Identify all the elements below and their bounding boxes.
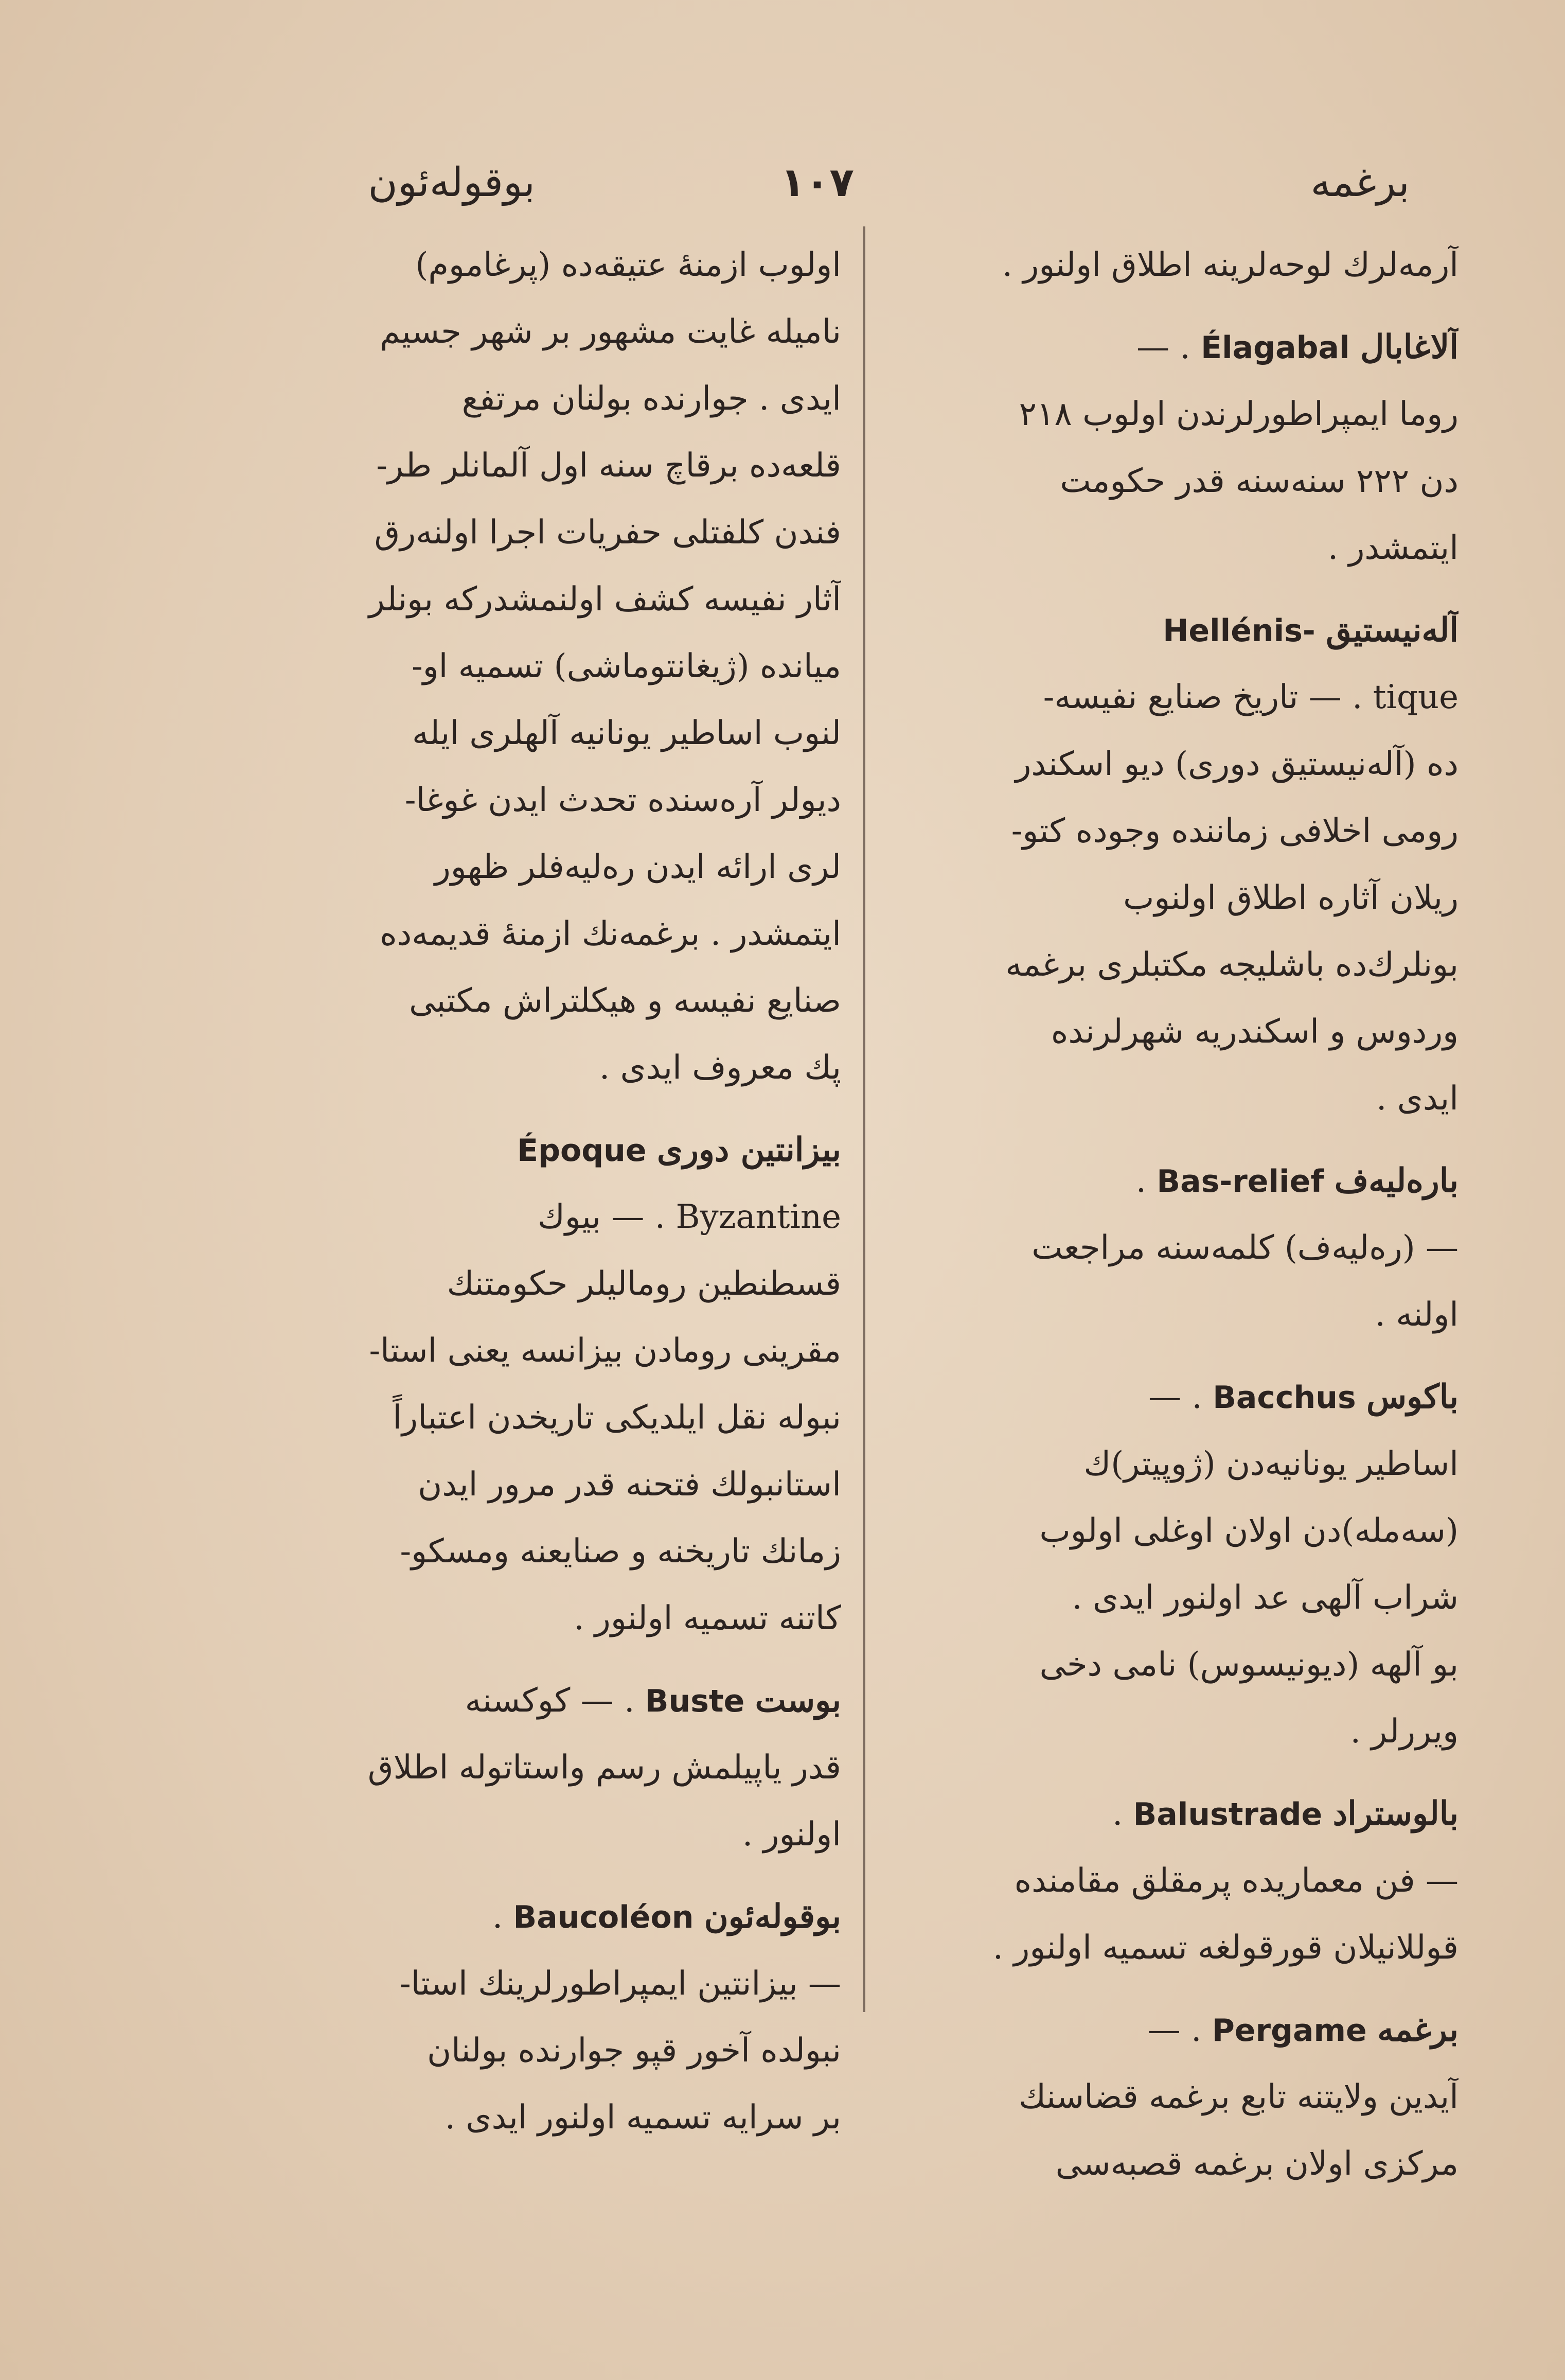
entry-text-line: قوللانيلان قورقولغه تسميه اولنور . [992,1929,1459,1967]
headword-french: Hellénis- [1163,613,1315,649]
entry-headline [890,1997,1459,2064]
entry-text-line: پك معروف ايدی . [599,1049,841,1087]
entry-spacing [890,298,1459,314]
entry-text-line: لری ارائه ايدن ره‌ليه‌فلر ظهور [434,848,841,886]
entry-text-line: آيدين ولايتنه تابع برغمه قضاسنك [1019,2078,1459,2116]
entry-text-line: مركزی اولان برغمه قصبه‌سی [1055,2145,1459,2183]
entry-headline [890,1364,1459,1431]
left-column [273,232,841,2137]
entry-headline [273,1117,841,1184]
headword-french: Baucoléon [513,1899,694,1935]
entry-text-line: — فن معماريده پرمقلق مقامنده [1014,1862,1459,1900]
entry-text-line: اولنور . [742,1815,841,1854]
page-header [329,149,1430,226]
entry-text-line: بو آلهه (ديونيسوس) نامی دخی [1039,1646,1459,1684]
right-column [890,232,1459,2183]
entry-text-line: قدر ياپيلمش رسم واستاتوله اطلاق [367,1749,841,1787]
entry-text-line: صنايع نفيسه و هيكلتراش مكتبی [409,982,841,1020]
headword-french: Élagabal [1201,330,1350,366]
entry-headline [890,314,1459,381]
headword-french: Bas-relief [1157,1163,1324,1200]
entry-text-line: Byzantine . — بيوك [538,1198,841,1236]
entry-text-line: ايدی . [1376,1080,1459,1118]
entry-text-line: قسطنطين روماليلر حكومتنك [447,1265,841,1303]
headword-ottoman: آله‌نيستيق [1326,611,1459,649]
entry-text-line: كاتنه تسميه اولنور . [574,1599,841,1637]
headword-separator: . — [1136,328,1190,366]
entry-text-line: ايتمشدر . [1327,529,1459,567]
headword-separator: . — كوكسنه [465,1682,635,1720]
entry-text-line: ده (آله‌نيستيق دوری) ديو اسكندر [1015,745,1459,783]
dictionary-entry [890,1364,1459,1765]
headword-ottoman: باره‌ليه‌ف [1334,1161,1459,1200]
headword-separator: . [1135,1162,1147,1200]
entry-spacing [273,1868,841,1883]
entry-text-line: آرمه‌لرك لوحه‌لرینه اطلاق اولنور . [1002,246,1459,284]
headword-ottoman: بوست [755,1681,841,1720]
entry-text-line: قلعه‌ده برقاچ سنه اول آلمانلر طر- [376,447,841,485]
entry-text-line: — بيزانتين ايمپراطورلرينك استا- [399,1965,841,2003]
headword-french: Buste [645,1683,745,1719]
dictionary-entry [890,1997,1459,2197]
entry-spacing [273,1101,841,1117]
column-divider [863,226,865,2012]
headword-ottoman: بوقوله‌ئون [704,1897,841,1936]
entry-text-line: ناميله غايت مشهور بر شهر جسيم [380,313,841,351]
entry-text-line: ريلان آثاره اطلاق اولنوب [1123,879,1459,917]
headword-french: Pergame [1212,2013,1367,2049]
headword-ottoman: بيزانتين دوری [656,1131,841,1169]
entry-headline [890,1148,1459,1214]
entry-text-line: روما ايمپراطورلرندن اولوب ٢١٨ [1019,395,1459,433]
entry-text-line: استانبولك فتحنه قدر مرور ايدن [418,1466,841,1504]
entry-text-line: ايدی . جوارنده بولنان مرتفع [461,380,841,418]
entry-headline [273,1883,841,1950]
entry-spacing [273,1652,841,1667]
entry-text-line: (سه‌مله)دن اولان اوغلی اولوب [1039,1512,1459,1550]
dictionary-entry [890,314,1459,581]
entry-text-line: آثار نفيسه كشف اولنمشدركه بونلر [368,580,841,619]
headword-french: Bacchus [1213,1380,1356,1416]
entry-text-line: اولنه . [1375,1296,1459,1334]
headword-ottoman: باكوس [1366,1378,1459,1416]
entry-headline [890,597,1459,664]
dictionary-entry [273,1883,841,2151]
entry-text-line: لنوب اساطير يونانيه آلهلری ايله [412,714,841,752]
entry-spacing [890,581,1459,597]
entry-text-line: مقرينی رومادن بيزانسه يعنی استا- [369,1332,841,1370]
entry-text-line: بونلرك‌ده باشليجه مكتبلری برغمه [1005,946,1459,984]
entry-text-line: رومی اخلافی زماننده وجوده كتو- [1011,812,1459,850]
entry-text-line: اولوب ازمنهٔ عتيقه‌ده (پرغاموم) [415,246,841,284]
entry-text-line: ايتمشدر . برغمه‌نك ازمنهٔ قديمه‌ده [380,915,841,953]
entry-headline [890,1780,1459,1847]
entry-text-line: بر سرايه تسميه اولنور ايدی . [444,2099,841,2137]
entry-text-line: زمانك تاريخنه و صنايعنه ومسكو- [400,1532,841,1571]
entry-text-line: اساطير يونانيه‌دن (ژوپيتر)ك [1083,1445,1459,1483]
entry-text-line: ويررلر . [1350,1713,1459,1751]
headword-separator: . — [1147,2011,1202,2049]
dictionary-entry [890,232,1459,298]
entry-spacing [890,1348,1459,1364]
dictionary-entry [890,1780,1459,1981]
entry-text-line: وردوس و اسكندريه شهرلرنده [1051,1013,1459,1051]
dictionary-entry [890,1148,1459,1348]
headword-separator: . [492,1898,503,1936]
headword-separator: . [1112,1795,1123,1833]
entry-text-line: نبولده آخور قپو جوارنده بولنان [427,2032,841,2070]
entry-text-line: tique . — تاريخ صنايع نفيسه- [1043,678,1459,716]
entry-text-line: دن ٢٢٢ سنه‌سنه قدر حكومت [1060,462,1459,500]
entry-text-line: نبوله نقل ايلديكی تاريخدن اعتباراً [393,1399,841,1437]
header-running-word-left: بوقوله‌ئون [368,160,535,206]
entry-spacing [890,1132,1459,1148]
dictionary-entry [273,232,841,1101]
entry-text-line: شراب آلهی عد اولنور ايدی . [1072,1579,1459,1617]
headword-ottoman: آلاغابال [1360,328,1459,366]
dictionary-entry [273,1667,841,1868]
page-number: ١٠٧ [780,160,854,206]
entry-text-line: ديولر آره‌سنده تحدث ايدن غوغا- [404,781,841,819]
dictionary-entry [273,1117,841,1652]
entry-spacing [890,1765,1459,1780]
entry-spacing [890,1981,1459,1997]
headword-separator: . — [1148,1378,1202,1416]
entry-text-line: فندن كلفتلی حفريات اجرا اولنه‌رق [374,514,841,552]
headword-ottoman: بالوستراد [1332,1794,1459,1833]
entry-headline [273,1667,841,1734]
headword-french: Balustrade [1133,1796,1323,1832]
header-running-word-right: برغمه [1310,160,1410,206]
headword-ottoman: برغمه [1377,2011,1459,2049]
headword-french: Époque [517,1133,647,1169]
entry-text-line: — (ره‌ليه‌ف) كلمه‌سنه مراجعت [1032,1229,1459,1267]
dictionary-entry [890,597,1459,1132]
entry-text-line: ميانده (ژيغانتوماشی) تسميه او- [412,647,841,685]
